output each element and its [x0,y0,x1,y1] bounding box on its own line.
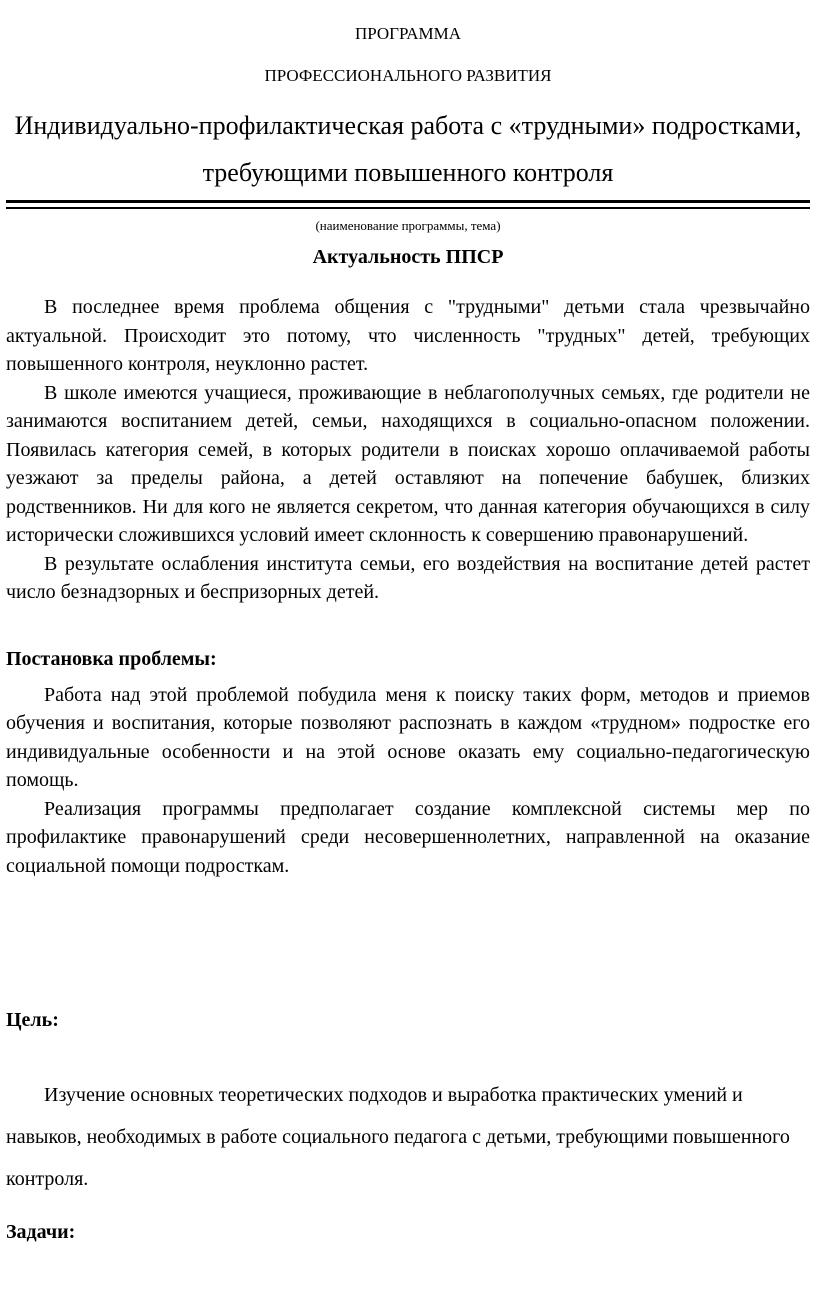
goal-paragraph: Изучение основных теоретических подходов и выработка практических умений и навыков, необходимых в работе социального педагога с детьми, требующими повышенного контроля. [6,1084,790,1190]
relevance-paragraph-3: В результате ослабления института семьи, его воздействия на воспитание детей растет число безнадзорных и беспризорных детей. [6,552,810,603]
goal-section-heading: Цель: [6,1009,59,1031]
doc-kicker-line-2: ПРОФЕССИОНАЛЬНОГО РАЗВИТИЯ [264,66,552,85]
title-underline-rule [6,200,810,209]
document-title: Индивидуально-профилактическая работа с «трудными» подростками, требующими повышенного контроля [14,111,802,187]
problem-section-heading: Постановка проблемы: [6,647,217,670]
problem-paragraph-1: Работа над этой проблемой побудила меня к поиску таких форм, методов и приемов обучения и воспитания, которые позволяют распознать в каждом «трудном» подростке его индивидуальные особенности и на этой основе оказать ему социально-педагогическую помощь. [6,683,810,791]
tasks-section-heading: Задачи: [6,1221,76,1243]
problem-paragraph-2: Реализация программы предполагает создание комплексной системы мер по профилактике правонарушений среди несовершеннолетних, направленной на оказание социальной помощи подросткам. [6,797,810,877]
doc-kicker-line-1: ПРОГРАММА [354,24,462,43]
title-caption: (наименование программы, тема) [315,218,501,233]
relevance-paragraph-1: В последнее время проблема общения с "трудными" детьми стала чрезвычайно актуальной. Происходит это потому, что численность "трудных" детей, требующих повышенного контроля, неуклонно растет. [6,296,810,375]
relevance-section-heading: Актуальность ППСР [312,246,504,268]
relevance-paragraph-2: В школе имеются учащиеся, проживающие в неблагополучных семьях, где родители не занимаются воспитанием детей, семьи, находящихся в социально-опасном положении. Появилась категория семей, в которых родители в поисках хорошо оплачиваемой работы уезжают за пределы района, а детей оставляют на попечение бабушек, близких родственников. Ни для кого не является секретом, что данная категория обучающихся в силу исторически сложившихся условий имеет склонность к совершению правонарушений. [6,381,810,546]
